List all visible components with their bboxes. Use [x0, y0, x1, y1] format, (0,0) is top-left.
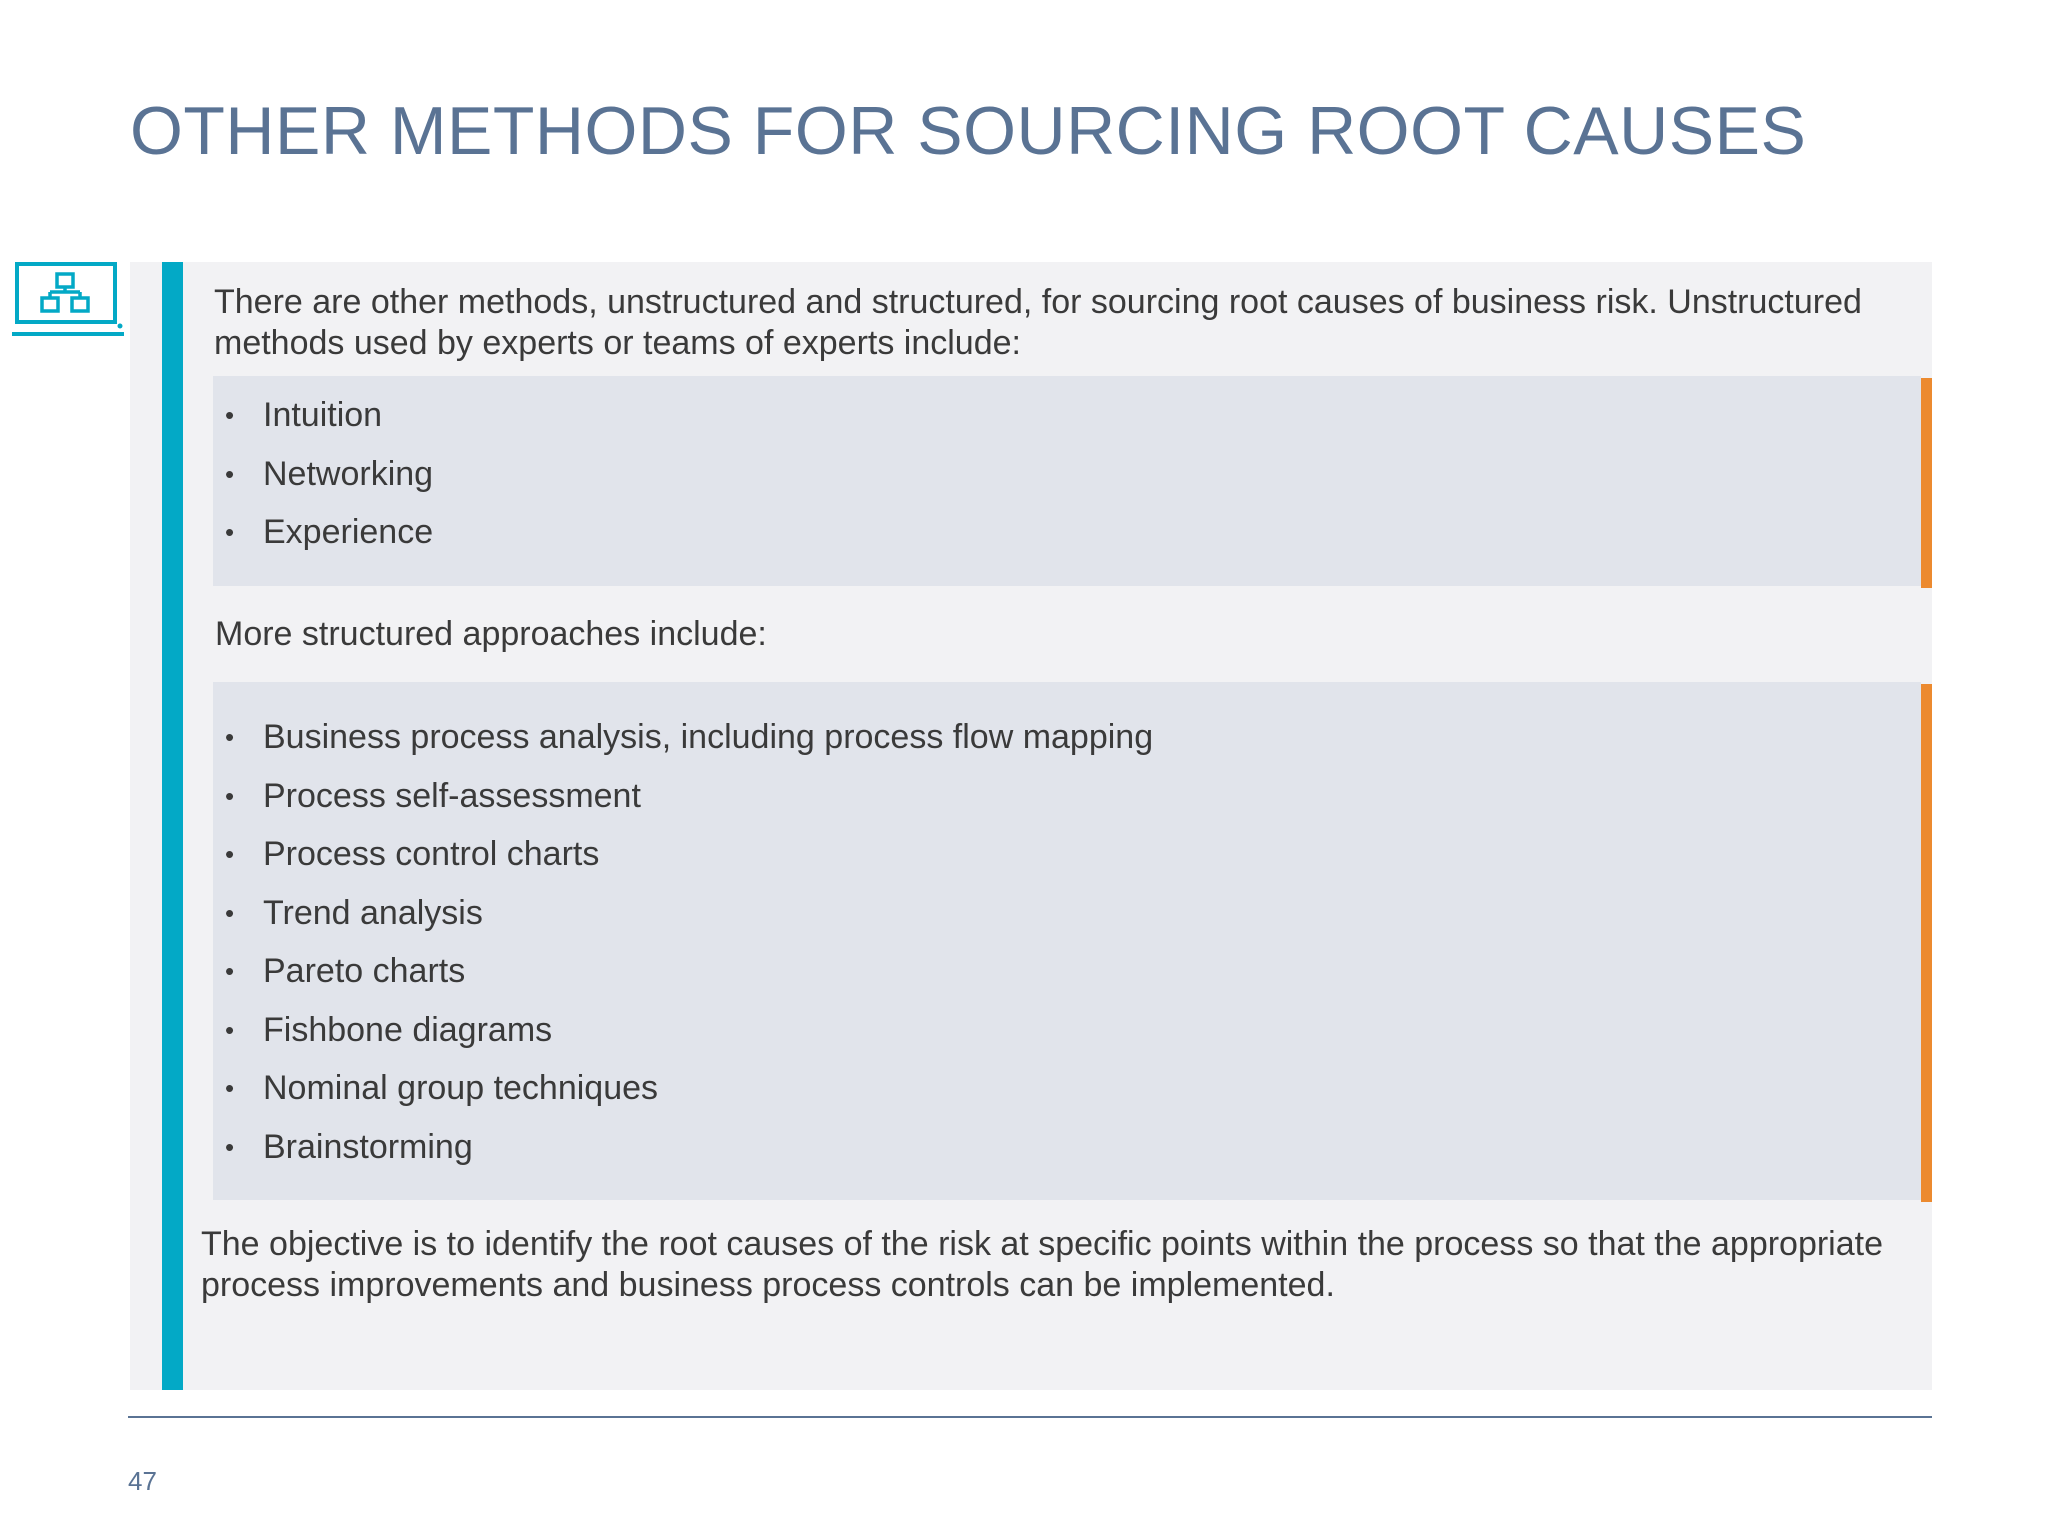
list-item: • Business process analysis, including process flow mapping	[213, 708, 1153, 767]
list-item: • Nominal group techniques	[213, 1059, 1153, 1118]
unstructured-methods-list	[213, 386, 433, 562]
intro-paragraph: There are other methods, unstructured and structured, for sourcing root causes of business risk. Unstructured methods used by experts or teams of experts include:	[214, 283, 1862, 362]
bullet-icon: •	[225, 400, 235, 430]
bullet-icon: •	[225, 956, 235, 986]
bullet-icon: •	[225, 897, 235, 928]
process-flow-laptop-icon	[12, 260, 124, 340]
list-item: • Intuition	[213, 386, 433, 445]
bullet-icon: •	[225, 1014, 235, 1045]
list-item: • Trend analysis	[213, 884, 1153, 943]
bullet-icon: •	[225, 839, 235, 869]
bullet-icon: •	[225, 1073, 235, 1103]
list-item: • Fishbone diagrams	[213, 1001, 1153, 1060]
orange-accent-bar	[1921, 684, 1932, 1202]
bullet-icon: •	[225, 1131, 235, 1162]
list-item: • Pareto charts	[213, 942, 1153, 1001]
bullet-icon: •	[225, 780, 235, 811]
unstructured-methods-box	[213, 376, 1921, 586]
bullet-icon: •	[225, 458, 235, 489]
list-item: • Process self-assessment	[213, 767, 1153, 826]
orange-accent-bar	[1921, 378, 1932, 588]
bullet-icon: •	[225, 722, 235, 752]
structured-methods-list	[213, 708, 1153, 1176]
page-number: 47	[128, 1466, 157, 1496]
slide-title: OTHER METHODS FOR SOURCING ROOT CAUSES	[130, 93, 1807, 169]
list-item: • Brainstorming	[213, 1118, 1153, 1177]
teal-accent-bar	[162, 262, 183, 1390]
list-item: • Experience	[213, 503, 433, 562]
closing-paragraph: The objective is to identify the root causes of the risk at specific points within the process so that the appropriate process improvements and business process controls can be implemented.	[201, 1225, 1884, 1304]
list-item: • Process control charts	[213, 825, 1153, 884]
structured-methods-box	[213, 682, 1921, 1200]
list-item: • Networking	[213, 445, 433, 504]
structured-intro: More structured approaches include:	[215, 615, 767, 653]
bullet-icon: •	[225, 517, 235, 547]
footer-divider	[128, 1416, 1932, 1418]
